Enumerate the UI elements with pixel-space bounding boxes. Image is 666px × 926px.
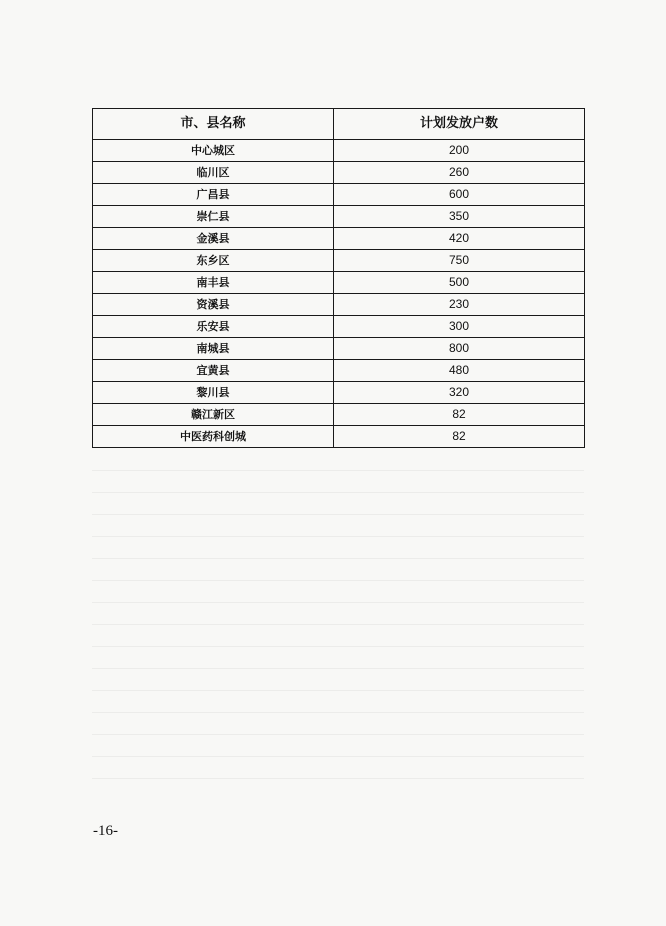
- table-row: [93, 404, 585, 426]
- table-row: [93, 316, 585, 338]
- show-through-shadow: [92, 470, 584, 800]
- column-header-planned-households: 计划发放户数: [334, 109, 585, 140]
- table-row: [93, 206, 585, 228]
- region-name: 崇仁县: [93, 206, 334, 228]
- household-count: 350: [334, 206, 585, 228]
- table-row: [93, 228, 585, 250]
- column-header-region: 市、县名称: [93, 109, 334, 140]
- table-row: [93, 382, 585, 404]
- region-name: 中医药科创城: [93, 426, 334, 448]
- region-name: 乐安县: [93, 316, 334, 338]
- region-name: 黎川县: [93, 382, 334, 404]
- household-count: 800: [334, 338, 585, 360]
- household-count: 200: [334, 140, 585, 162]
- household-count: 750: [334, 250, 585, 272]
- household-count: 260: [334, 162, 585, 184]
- table-row: [93, 140, 585, 162]
- household-count: 320: [334, 382, 585, 404]
- region-name: 金溪县: [93, 228, 334, 250]
- household-count: 500: [334, 272, 585, 294]
- household-count: 230: [334, 294, 585, 316]
- table-row: [93, 272, 585, 294]
- household-count: 82: [334, 426, 585, 448]
- household-count: 480: [334, 360, 585, 382]
- table-row: [93, 250, 585, 272]
- table-header-row: [93, 109, 585, 140]
- region-name: 南丰县: [93, 272, 334, 294]
- table-row: [93, 360, 585, 382]
- household-count: 82: [334, 404, 585, 426]
- table-row: [93, 294, 585, 316]
- table-row: [93, 162, 585, 184]
- region-name: 南城县: [93, 338, 334, 360]
- household-count: 420: [334, 228, 585, 250]
- allocation-table: [92, 108, 585, 448]
- region-name: 广昌县: [93, 184, 334, 206]
- region-name: 东乡区: [93, 250, 334, 272]
- table-row: [93, 426, 585, 448]
- region-name: 宜黄县: [93, 360, 334, 382]
- household-count: 300: [334, 316, 585, 338]
- table-row: [93, 184, 585, 206]
- page-number: -16-: [93, 823, 118, 839]
- region-name: 赣江新区: [93, 404, 334, 426]
- household-count: 600: [334, 184, 585, 206]
- region-name: 资溪县: [93, 294, 334, 316]
- table-row: [93, 338, 585, 360]
- region-name: 中心城区: [93, 140, 334, 162]
- region-name: 临川区: [93, 162, 334, 184]
